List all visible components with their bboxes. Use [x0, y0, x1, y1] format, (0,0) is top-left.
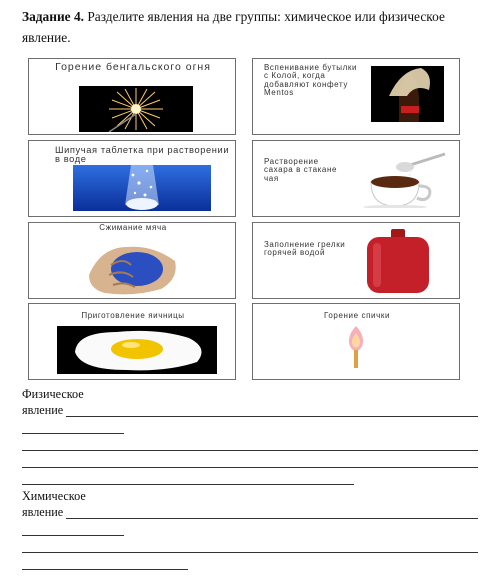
card-caption: Горение спички	[323, 311, 391, 320]
card-fried-egg	[28, 303, 236, 380]
physical-answer-line-4[interactable]	[22, 467, 478, 468]
physical-answer-line-3[interactable]	[22, 450, 478, 451]
card-sparkler	[28, 58, 236, 135]
chemical-answer-line-2[interactable]	[22, 535, 124, 536]
hot-water-bottle-image	[359, 227, 439, 295]
physical-label-word1: Физическое	[22, 387, 84, 401]
physical-answer-line-2[interactable]	[22, 433, 124, 434]
chemical-answer-line-4[interactable]	[22, 569, 188, 570]
task-number: Задание 4.	[22, 9, 84, 24]
chemical-label-word1: Химическое	[22, 489, 86, 503]
card-cola-mentos	[252, 58, 460, 135]
card-caption: Заполнение грелки горячей водой	[264, 240, 346, 258]
physical-answer-line-5[interactable]	[22, 484, 354, 485]
card-sugar-in-tea	[252, 140, 460, 217]
card-caption: Приготовление яичницы	[81, 311, 185, 320]
chemical-answer-line-1[interactable]	[66, 518, 478, 519]
card-caption: Растворение сахара в стакане чая	[264, 157, 338, 183]
task-heading	[22, 6, 472, 48]
card-squeezed-ball	[28, 222, 236, 299]
task-text-line1: Разделите явления на две группы: химическое или физическое	[87, 9, 445, 24]
task-text-line2: явление.	[22, 30, 71, 45]
card-effervescent-tablet	[28, 140, 236, 217]
card-caption: Шипучая таблетка при растворении в воде	[55, 145, 230, 164]
card-caption: Сжимание мяча	[99, 223, 167, 232]
sugar-in-tea-image	[349, 146, 451, 208]
sparkler-image	[79, 86, 193, 132]
burning-match-image	[343, 324, 369, 368]
card-hot-water-bottle	[252, 222, 460, 299]
card-caption: Вспенивание бутылки с Колой, когда добавляют конфету Mentos	[264, 63, 358, 97]
physical-label-word2: явление	[22, 403, 64, 417]
fried-egg-image	[57, 326, 217, 374]
effervescent-tablet-image	[73, 165, 211, 211]
chemical-answer-line-3[interactable]	[22, 552, 478, 553]
cola-mentos-image	[371, 66, 444, 122]
chemical-label-word2: явление	[22, 505, 64, 519]
card-burning-match	[252, 303, 460, 380]
physical-answer-line-1[interactable]	[66, 416, 478, 417]
card-caption: Горение бенгальского огня	[55, 61, 211, 73]
squeezed-ball-image	[83, 235, 183, 297]
